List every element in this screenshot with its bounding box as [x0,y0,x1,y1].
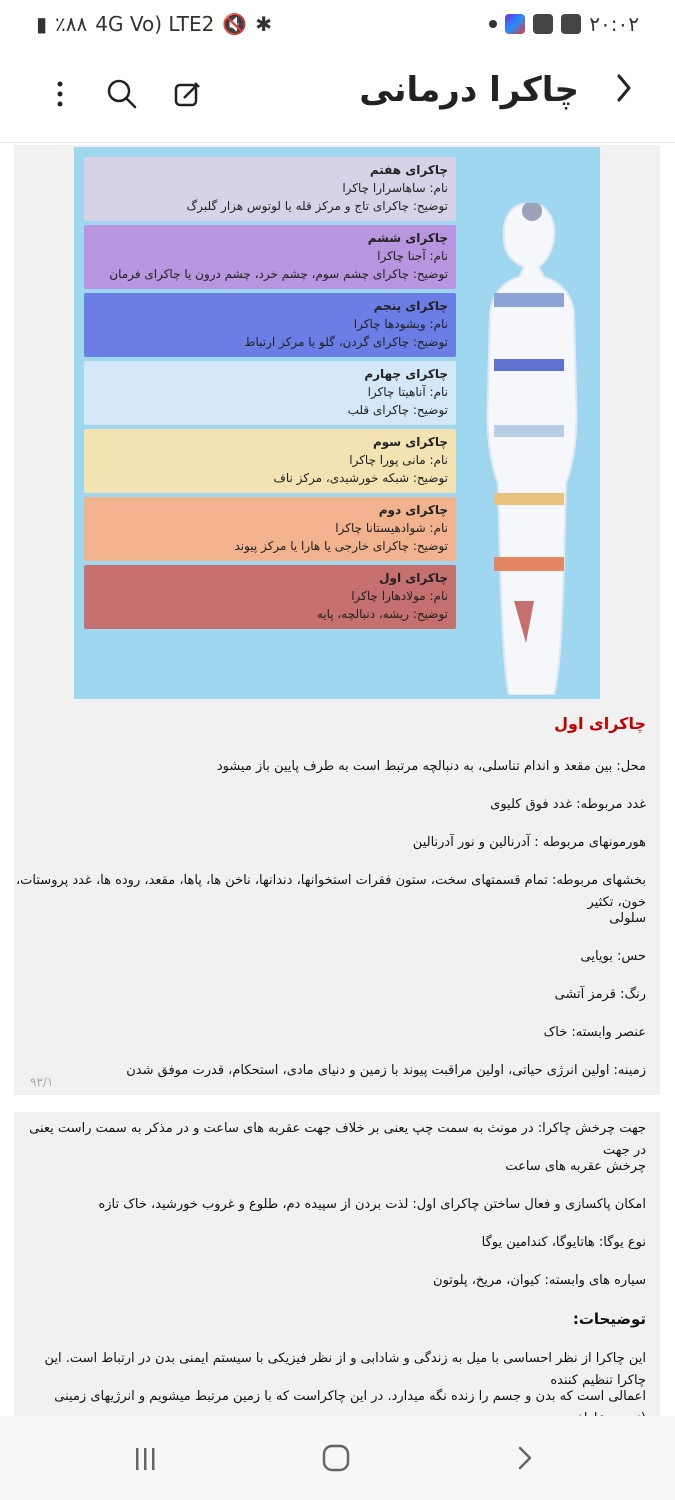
chakra-band-5 [84,293,456,357]
content-line: نوع یوگا: هاتایوگا، کندامین یوگا [481,1235,646,1250]
chakra-band-6 [84,225,456,289]
chakra-band-text: چاکرای اول نام: مولادهارا چاکرا توضیح: ریشه، دنبالچه، پایه [316,571,448,621]
chakra-band-text: چاکرای پنجم نام: ویشودها چاکرا توضیح: چاکرای گردن، گلو یا مرکز ارتباط [244,299,448,349]
home-icon [318,1440,354,1476]
content-line: این چاکرا از نظر احساسی با میل به زندگی و شادابی و از نظر فیزیکی با سیستم ایمنی بدن در ارتباط است. این چاکرا تنظیم کننده [44,1351,646,1388]
content-line: بخشهای مربوطه: تمام قسمتهای سخت، ستون فقرات استخوانها، دندانها، ناخن ها، پاها، مقعد، روده ها، غدد پروستات، خون، تکثیر [15,873,646,910]
document-page-1 [14,145,660,1095]
search-icon [104,76,140,112]
content-line: محل: بین مقعد و اندام تناسلی، به دنبالچه مرتبط است به طرف پایین باز میشود [216,759,646,774]
chakra-band-text: چاکرای دوم نام: شوادهیستانا چاکرا توضیح: چاکرای خارجی یا هارا یا مرکز پیوند [234,503,448,553]
status-bar [0,0,675,48]
content-line: چرخش عقربه های ساعت [505,1159,646,1174]
recent-apps-icon [128,1440,164,1476]
bluetooth-icon: ✱ [255,12,272,36]
chevron-back-icon [611,70,635,106]
document-page-2 [14,1112,660,1420]
subheading: توضیحات: [572,1310,646,1328]
battery-percent: ٪۸۸ [55,12,88,36]
edit-button[interactable] [170,76,206,112]
chakra-band-2 [84,497,456,561]
status-left [36,12,272,36]
chakra-band-7 [84,157,456,221]
more-button[interactable] [42,76,78,112]
chakra-band-3 [84,429,456,493]
content-line: زمینه: اولین انرژی حیاتی، اولین مراقبت پیوند با زمین و دنیای مادی، استحکام، قدرت موفق شدن [126,1063,646,1078]
notification-dot-icon [489,20,497,28]
back-button[interactable] [611,70,635,115]
system-nav-bar [0,1416,675,1500]
chakra-band-4 [84,361,456,425]
network-label: 4G Vo) LTE2 [95,12,215,36]
content-line: سیاره های وابسته: کیوان، مریخ، پلوتون [433,1273,646,1288]
home-button[interactable] [318,1440,354,1476]
content-line: اعمالی است که بدن و جسم را زنده نگه میدارد. در این چاکراست که با زمین مرتبط میشویم و انرژیهای زمینی [54,1389,646,1404]
content-line: سلولی [609,911,646,926]
app-header [0,48,675,143]
chakra-band-text: چاکرای ششم نام: آجنا چاکرا توضیح: چاکرای چشم سوم، چشم خرد، چشم درون یا چاکرای فرمان [109,231,448,281]
page-indicator: ۹۳/۱ [30,1075,54,1089]
more-vertical-icon [42,76,78,112]
content-line: حس: بویایی [580,949,646,964]
content-line: جهت چرخش چاکرا: در مونث به سمت چپ یعنی بر خلاف جهت عقربه های ساعت و در مذکر به سمت راست یعنی در جهت [29,1121,646,1158]
content-line: غدد مربوطه: غدد فوق کلیوی [490,797,646,812]
recent-apps-button[interactable] [128,1440,164,1476]
status-right [489,12,639,36]
time-text: ۲۰:۰۲ [589,12,639,36]
battery-icon: ▮ [36,12,48,36]
content-line: هورمونهای مربوطه : آدرنالین و نور آدرنالین [412,835,646,850]
back-nav-button[interactable] [508,1440,544,1476]
content-line: عنصر وابسته: خاک [543,1025,646,1040]
search-button[interactable] [104,76,140,112]
chakra-band-1 [84,565,456,629]
human-silhouette [474,203,584,695]
chakra-band-text: چاکرای چهارم نام: آناهیتا چاکرا توضیح: چاکرای قلب [347,367,448,417]
tiktok-icon [561,14,581,34]
content-line: امکان پاکسازی و فعال ساختن چاکرای اول: لذت بردن از سپیده دم، طلوع و غروب خورشید، خاک تازه [98,1197,646,1212]
chakra-band-text: چاکرای هفتم نام: ساهاسرارا چاکرا توضیح: چاکرای تاج و مرکز قله یا لوتوس هزار گلبرگ [186,163,448,213]
gallery-icon [533,14,553,34]
page-title: چاکرا درمانی [359,70,579,110]
section-heading: چاکرای اول [554,714,646,733]
content-line: رنگ: قرمز آتشی [554,987,646,1002]
app-icon [505,14,525,34]
edit-icon [170,76,206,112]
chakra-band-text: چاکرای سوم نام: مانی پورا چاکرا توضیح: شبکه خورشیدی، مرکز ناف [273,435,448,485]
back-nav-icon [508,1440,544,1476]
chakra-figure [74,147,600,699]
mute-icon: 🔇 [222,12,248,36]
